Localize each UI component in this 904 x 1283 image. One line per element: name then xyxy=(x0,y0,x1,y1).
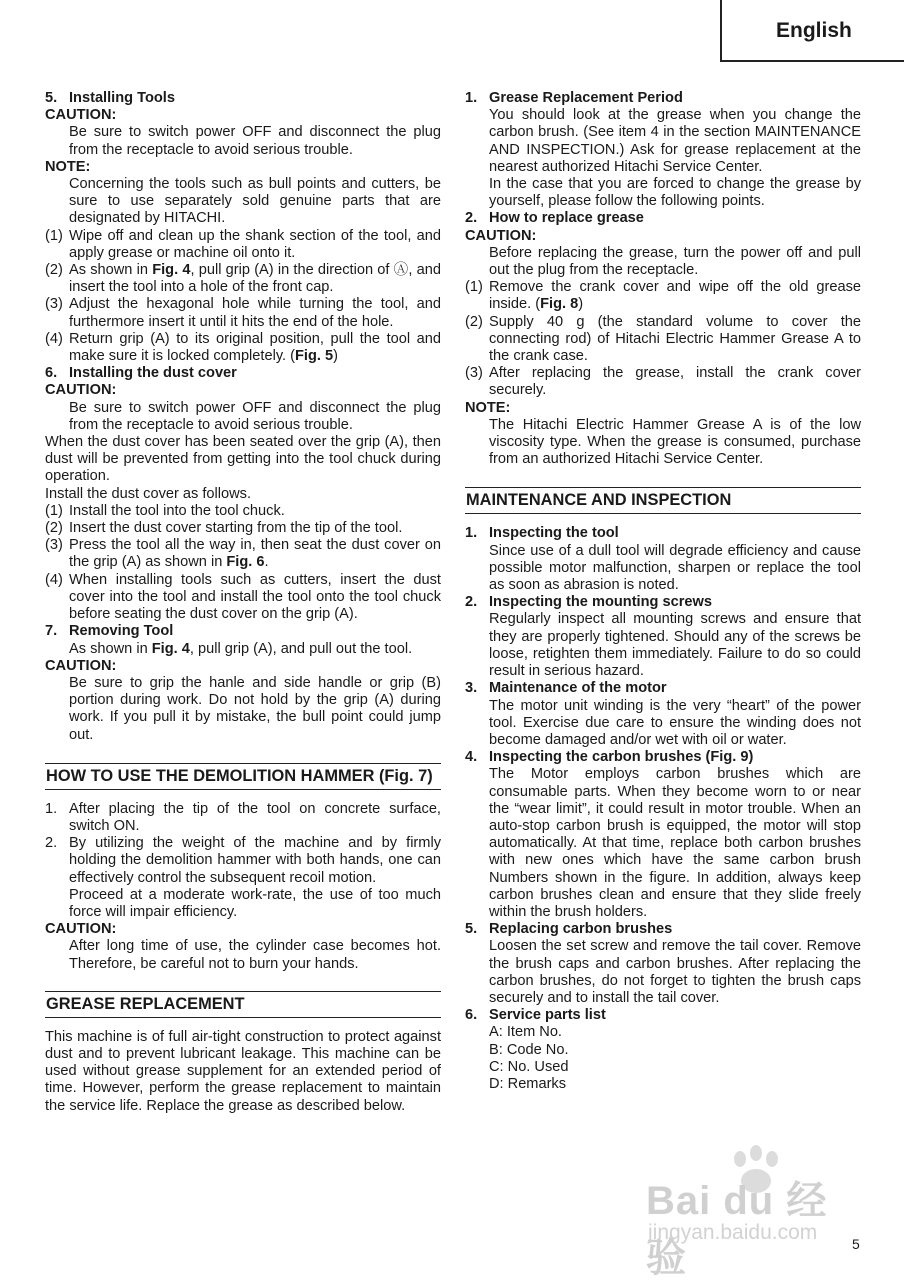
maintenance-item-heading: 4. Inspecting the carbon brushes (Fig. 9) xyxy=(465,749,754,766)
paragraph: The Motor employs carbon brushes which are consumable parts. When they become worn to or near the “wear limit”, it could result in motor trouble. When an auto-stop carbon brush is equipped, the motor will stop automatically. At that time, replace both carbon brushes with new ones which have the same carbon brush Numbers shown in the figure. In addition, always keep carbon brushes clean and ensure that they slide freely within the brush holders. xyxy=(489,766,861,920)
section-title-grease-replacement: GREASE REPLACEMENT xyxy=(45,991,441,1018)
caution-text: Be sure to switch power OFF and disconnect the plug from the receptacle to avoid serious trouble. xyxy=(69,399,441,433)
caution-text: Be sure to grip the hanle and side handle or grip (B) portion during work. Do not hold by the grip (A) during work. If you pull it by mistake, the bull point could jump out. xyxy=(69,674,441,743)
note-label: NOTE: xyxy=(465,399,511,416)
section-title-maintenance: MAINTENANCE AND INSPECTION xyxy=(465,487,861,514)
caution-text: Be sure to switch power OFF and disconnect the plug from the receptacle to avoid serious trouble. xyxy=(69,124,441,158)
list-item: C: No. Used xyxy=(489,1058,569,1075)
paragraph: This machine is of full air-tight construction to protect against dust and to prevent lubricant leakage. This machine can be used without grease supplement for an extended period of time. However, perform the grease replacement to maintain the service life. Replace the grease as described below. xyxy=(45,1028,441,1114)
section-how-replace-heading: 2. How to replace grease xyxy=(465,210,644,227)
list-item: (4) When installing tools such as cutters, insert the dust cover into the tool and install the tool onto the tool chuck before seating the dust cover on the grip (A). xyxy=(45,571,441,623)
paragraph: In the case that you are forced to change the grease by yourself, please follow the following points. xyxy=(489,176,861,210)
maintenance-item-heading: 2. Inspecting the mounting screws xyxy=(465,594,712,611)
caution-label: CAUTION: xyxy=(45,382,117,399)
maintenance-item-heading: 3. Maintenance of the motor xyxy=(465,680,667,697)
caution-text: Before replacing the grease, turn the power off and pull out the plug from the receptacle. xyxy=(489,244,861,279)
language-label: English xyxy=(776,19,852,42)
paragraph: Since use of a dull tool will degrade efficiency and cause possible motor malfunction, sharpen or replace the tool as soon as abrasion is noted. xyxy=(489,542,861,594)
watermark-url: jingyan.baidu.com xyxy=(648,1221,818,1244)
list-item: A: Item No. xyxy=(489,1024,562,1041)
list-item: (2) Insert the dust cover starting from the tip of the tool. xyxy=(45,520,403,537)
list-item: (3) Adjust the hexagonal hole while turning the tool, and furthermore insert it until it hits the end of the hole. xyxy=(45,296,441,330)
list-item: B: Code No. xyxy=(489,1041,569,1058)
caution-label: CAUTION: xyxy=(45,921,117,938)
list-item: (2) Supply 40 g (the standard volume to cover the connecting rod) of Hitachi Electric Hammer Grease A to the crank case. xyxy=(465,313,861,365)
list-item: 2. By utilizing the weight of the machine and by firmly holding the demolition hammer with both hands, one can effectively control the subsequent recoil motion. xyxy=(45,835,441,886)
list-item: (3) After replacing the grease, install the crank cover securely. xyxy=(465,365,861,399)
list-item: (2) As shown in Fig. 4, pull grip (A) in the direction of Ⓐ, and insert the tool into a hole of the front cap. xyxy=(45,262,442,296)
paragraph: Loosen the set screw and remove the tail cover. Remove the brush caps and carbon brushes. After replacing the carbon brushes, do not forget to tighten the brush caps securely and to install the tail cover. xyxy=(489,938,861,1006)
list-item: (1) Install the tool into the tool chuck. xyxy=(45,502,285,519)
note-text: Concerning the tools such as bull points and cutters, be sure to use separately sold genuine parts that are designated by HITACHI. xyxy=(69,176,441,227)
section-period-heading: 1. Grease Replacement Period xyxy=(465,90,683,106)
note-text: The Hitachi Electric Hammer Grease A is of the low viscosity type. When the grease is consumed, purchase from an authorized Hitachi Service Center. xyxy=(489,416,861,468)
list-item: (1) Remove the crank cover and wipe off the old grease inside. (Fig. 8) xyxy=(465,279,861,313)
paragraph: As shown in Fig. 4, pull grip (A), and pull out the tool. xyxy=(69,640,413,657)
paragraph: Install the dust cover as follows. xyxy=(45,485,252,502)
paragraph: Proceed at a moderate work-rate, the use of too much force will impair efficiency. xyxy=(69,886,441,920)
maintenance-item-heading: 5. Replacing carbon brushes xyxy=(465,921,673,938)
section-dust-cover-heading: 6. Installing the dust cover xyxy=(45,365,237,382)
baidu-watermark xyxy=(640,1145,860,1280)
maintenance-item-heading: 1. Inspecting the tool xyxy=(465,525,619,542)
watermark-logo: Bai du 经验 xyxy=(646,1179,828,1280)
caution-text: After long time of use, the cylinder case becomes hot. Therefore, be careful not to burn your hands. xyxy=(69,938,441,972)
left-column xyxy=(45,90,441,1115)
service-parts-heading: 6. Service parts list xyxy=(465,1007,606,1024)
right-column xyxy=(465,90,861,1093)
list-item: (4) Return grip (A) to its original position, pull the tool and make sure it is locked completely. (Fig. 5) xyxy=(45,330,441,365)
list-item: (3) Press the tool all the way in, then seat the dust cover on the grip (A) as shown in Fig. 6. xyxy=(45,537,441,571)
caution-label: CAUTION: xyxy=(465,227,537,244)
note-label: NOTE: xyxy=(45,158,91,175)
page-number: 5 xyxy=(852,1236,860,1252)
paragraph: The motor unit winding is the very “heart” of the power tool. Exercise due care to ensure the winding does not become damaged and/or wet with oil or water. xyxy=(489,697,861,748)
language-tab xyxy=(720,0,904,62)
paragraph: You should look at the grease when you change the carbon brush. (See item 4 in the section MAINTENANCE AND INSPECTION.) Ask for grease replacement at the nearest authorized Hitachi Service Center. xyxy=(489,107,861,175)
section-installing-tools-heading: 5. Installing Tools xyxy=(45,90,175,106)
list-item: D: Remarks xyxy=(489,1075,567,1092)
list-item: 1. After placing the tip of the tool on concrete surface, switch ON. xyxy=(45,800,441,834)
caution-label: CAUTION: xyxy=(45,657,117,674)
caution-label: CAUTION: xyxy=(45,107,117,124)
section-removing-tool-heading: 7. Removing Tool xyxy=(45,623,174,640)
paragraph: Regularly inspect all mounting screws and ensure that they are properly tightened. Should any of the screws be loose, retighten them immediately. Failure to do so could result in serious hazard. xyxy=(489,611,861,680)
list-item: (1) Wipe off and clean up the shank section of the tool, and apply grease or machine oil onto it. xyxy=(45,227,441,261)
section-title-how-to-use: HOW TO USE THE DEMOLITION HAMMER (Fig. 7) xyxy=(45,763,441,790)
paragraph: When the dust cover has been seated over the grip (A), then dust will be prevented from getting into the tool chuck during operation. xyxy=(45,434,441,485)
